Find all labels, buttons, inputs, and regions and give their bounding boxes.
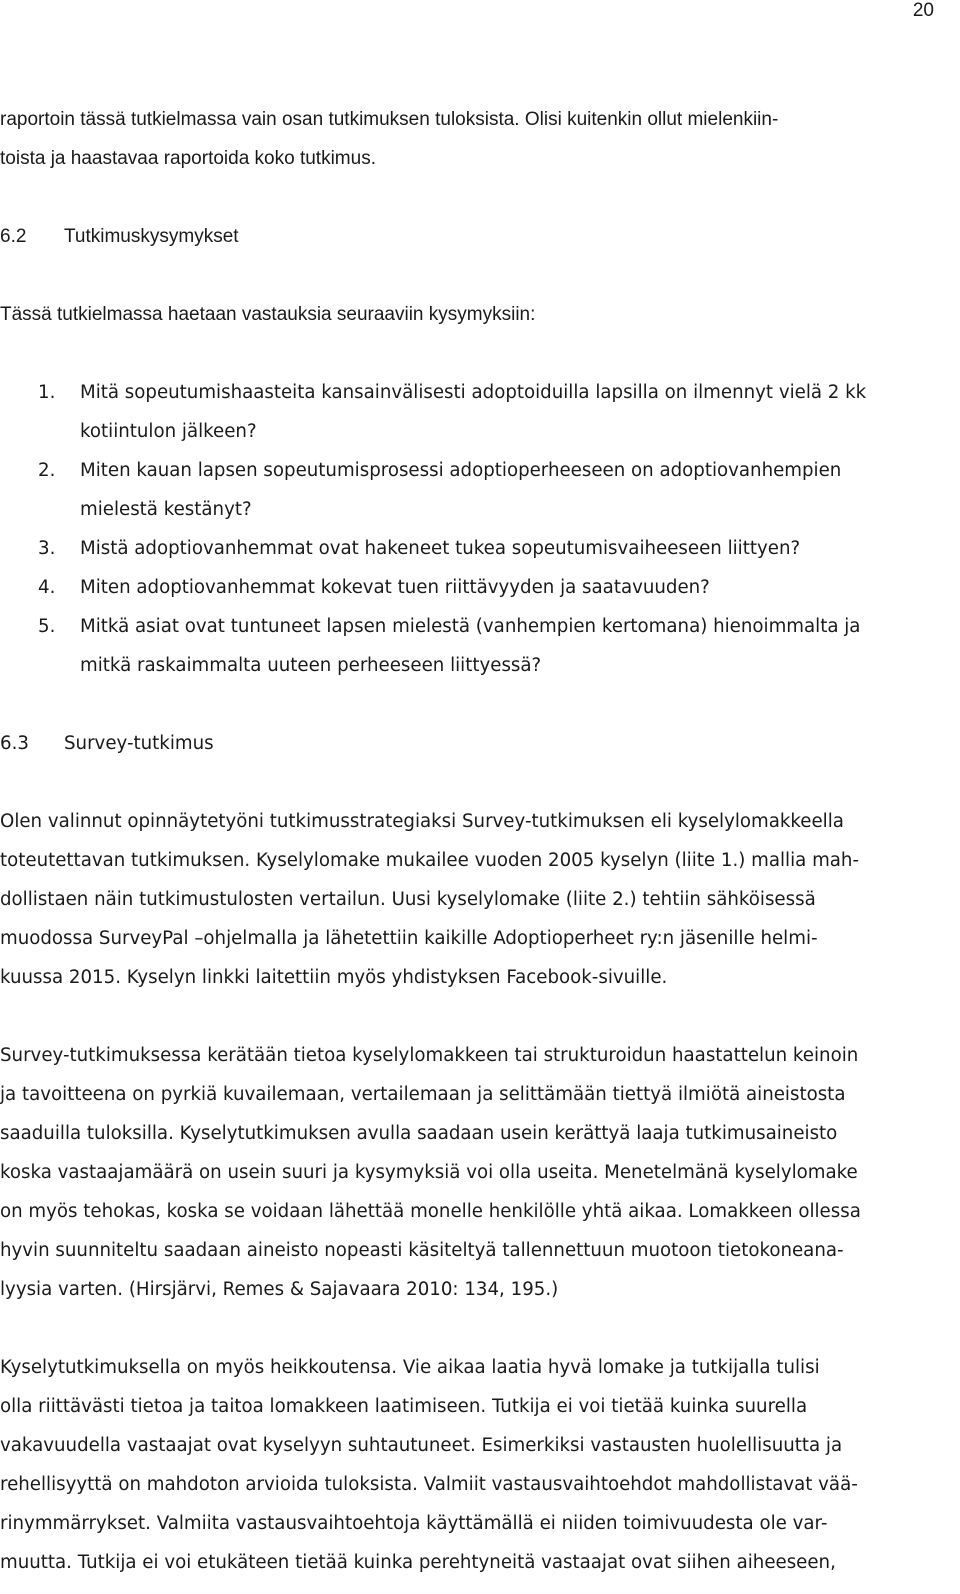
list-number: 1.	[38, 382, 56, 403]
list-item: 3. Mistä adoptiovanhemmat ovat hakeneet tukea sopeutumisvaiheeseen liittyen?	[0, 529, 944, 568]
text-line: raportoin tässä tutkielmassa vain osan tutkimuksen tuloksista. Olisi kuitenkin ollut mielenkiin-	[0, 109, 779, 130]
list-number: 2.	[38, 460, 56, 481]
questions-intro: Tässä tutkielmassa haetaan vastauksia seuraaviin kysymyksiin:	[0, 304, 536, 325]
list-item: 1. Mitä sopeutumishaasteita kansainvälisesti adoptoiduilla lapsilla on ilmennyt vielä 2 kk kotiintulon jälkeen?	[0, 373, 944, 451]
list-item: 2. Miten kauan lapsen sopeutumisprosessi adoptioperheeseen on adoptiovanhempien mielestä kestänyt?	[0, 451, 944, 529]
section-title: Survey-tutkimus	[64, 733, 214, 754]
section-title: Tutkimuskysymykset	[64, 226, 239, 247]
text-line: toista ja haastavaa raportoida koko tutkimus.	[0, 148, 376, 169]
list-number: 3.	[38, 538, 56, 559]
paragraph-survey-strategy: Olen valinnut opinnäytetyöni tutkimusstrategiaksi Survey-tutkimuksen eli kyselylomakkeella toteutettavan tutkimuksen. Kyselylomake mukailee vuoden 2005 kyselyn (liite 1.) mallia mah- dollistaen näin tutkimustulosten vertailun. Uusi kyselylomake (liite 2.) tehtiin sähköisessä muodossa SurveyPal –ohjelmalla ja lähetettiin kaikille Adoptioperheet ry:n jäsenille helmi- kuussa 2015. Kyselyn linkki laitettiin myös yhdistyksen Facebook-sivuille.	[0, 811, 860, 988]
intro-paragraph	[0, 100, 944, 178]
list-item: 5. Mitkä asiat ovat tuntuneet lapsen mielestä (vanhempien kertomana) hienoimmalta ja mitkä raskaimmalta uuteen perheeseen liittyessä?	[0, 607, 944, 685]
paragraph-survey-method: Survey-tutkimuksessa kerätään tietoa kyselylomakkeen tai strukturoidun haastattelun keinoin ja tavoitteena on pyrkiä kuvailemaan, vertailemaan ja selittämään tiettyä ilmiötä aineistosta saaduilla tuloksilla. Kyselytutkimuksen avulla saadaan usein kerättyä laaja tutkimusaineisto koska vastaajamäärä on usein suuri ja kysymyksiä voi olla useita. Menetelmänä kyselylomake on myös tehokas, koska se voidaan lähettää monelle henkilölle yhtä aikaa. Lomakkeen ollessa hyvin suunniteltu saadaan aineisto nopeasti käsiteltyä tallennettuun muotoon tietokoneana- lyysia varten. (Hirsjärvi, Remes & Sajavaara 2010: 134, 195.)	[0, 1045, 861, 1300]
section-heading-6-3	[0, 724, 944, 763]
list-number: 5.	[38, 616, 56, 637]
section-heading-6-2	[0, 217, 944, 256]
research-questions-list	[0, 373, 944, 685]
list-number: 4.	[38, 577, 56, 598]
list-item: 4. Miten adoptiovanhemmat kokevat tuen riittävyyden ja saatavuuden?	[0, 568, 944, 607]
section-number: 6.3	[0, 733, 29, 754]
paragraph-survey-weaknesses: Kyselytutkimuksella on myös heikkoutensa. Vie aikaa laatia hyvä lomake ja tutkijalla tulisi olla riittävästi tietoa ja taitoa lomakkeen laatimiseen. Tutkija ei voi tietää kuinka suurella vakavuudella vastaajat ovat kyselyyn suhtautuneet. Esimerkiksi vastausten huolellisuutta ja rehellisyyttä on mahdoton arvioida tuloksista. Valmiit vastausvaihtoehdot mahdollistavat vää- rinymmärrykset. Valmiita vastausvaihtoehtoja käyttämällä ei niiden toimivuudesta ole var- muutta. Tutkija ei voi etukäteen tietää kuinka perehtyneitä vastaajat ovat siihen aiheeseen,	[0, 1357, 858, 1573]
document-body	[0, 100, 944, 1582]
page-number: 20	[912, 0, 934, 21]
section-number: 6.2	[0, 226, 27, 247]
